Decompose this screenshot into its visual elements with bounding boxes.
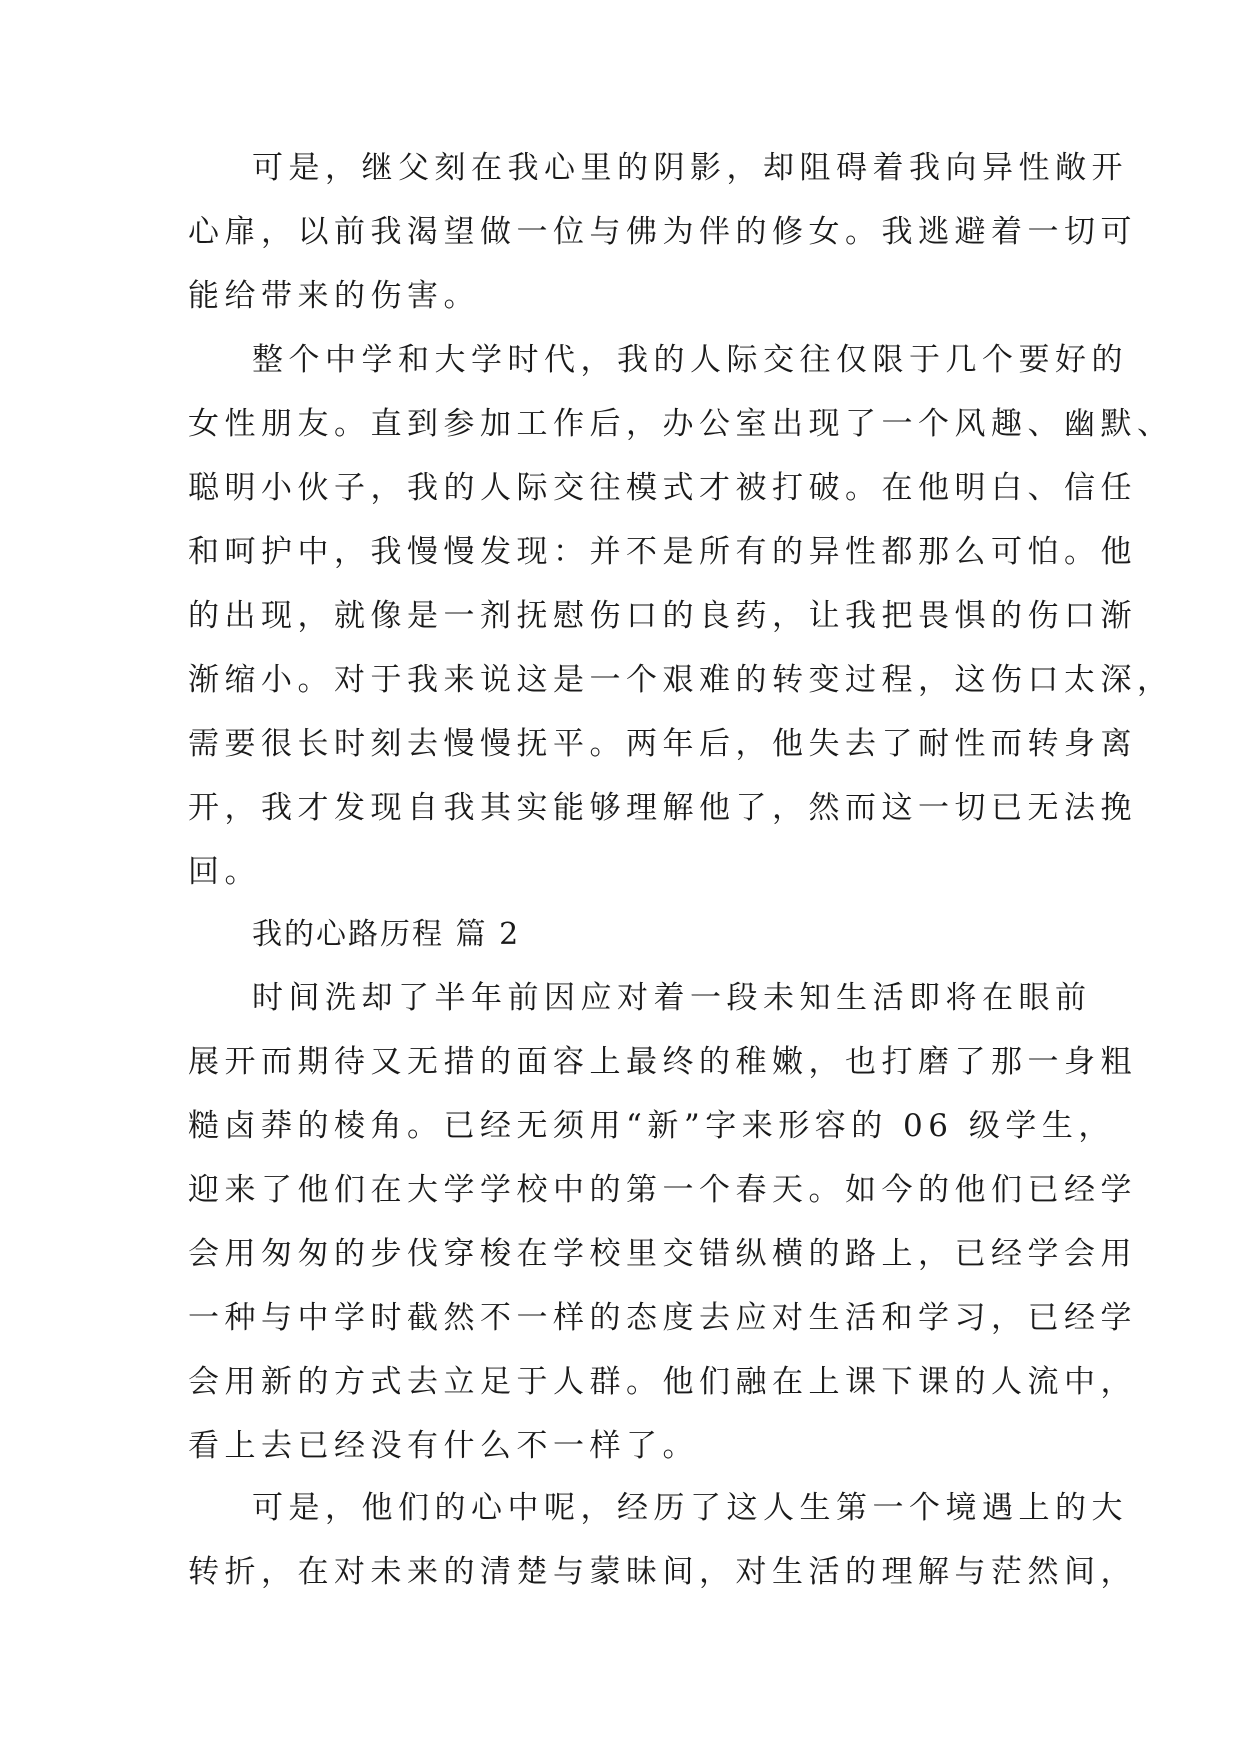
text-line: 可是，他们的心中呢，经历了这人生第一个境遇上的大	[252, 1490, 1128, 1526]
text-line: 能给带来的伤害。	[188, 278, 480, 314]
text-line: 一种与中学时截然不一样的态度去应对生活和学习，已经学	[188, 1300, 1137, 1336]
text-line: 转折，在对未来的清楚与蒙昧间，对生活的理解与茫然间，	[188, 1554, 1137, 1590]
text-line: 渐缩小。对于我来说这是一个艰难的转变过程，这伤口太深，	[188, 662, 1174, 698]
text-line: 可是，继父刻在我心里的阴影，却阻碍着我向异性敞开	[252, 150, 1128, 186]
text-line: 回。	[188, 854, 261, 890]
text-line: 女性朋友。直到参加工作后，办公室出现了一个风趣、幽默、	[188, 406, 1174, 442]
text-line: 糙卤莽的棱角。已经无须用“新”字来形容的 06 级学生，	[188, 1108, 1115, 1144]
paragraph-4	[188, 1476, 1137, 1604]
section-heading: 我的心路历程 篇 2	[252, 917, 521, 952]
text-line: 时间洗却了半年前因应对着一段未知生活即将在眼前	[252, 980, 1092, 1016]
paragraph-2	[188, 328, 1174, 904]
text-line: 迎来了他们在大学学校中的第一个春天。如今的他们已经学	[188, 1172, 1137, 1208]
text-line: 会用匆匆的步伐穿梭在学校里交错纵横的路上，已经学会用	[188, 1236, 1137, 1272]
text-line: 聪明小伙子，我的人际交往模式才被打破。在他明白、信任	[188, 470, 1137, 506]
text-line: 心扉，以前我渴望做一位与佛为伴的修女。我逃避着一切可	[188, 214, 1137, 250]
text-line: 看上去已经没有什么不一样了。	[188, 1428, 699, 1464]
text-line: 开，我才发现自我其实能够理解他了，然而这一切已无法挽	[188, 790, 1137, 826]
paragraph-3	[188, 966, 1137, 1478]
text-line: 整个中学和大学时代，我的人际交往仅限于几个要好的	[252, 342, 1128, 378]
text-line: 和呵护中，我慢慢发现：并不是所有的异性都那么可怕。他	[188, 534, 1137, 570]
text-line: 需要很长时刻去慢慢抚平。两年后，他失去了耐性而转身离	[188, 726, 1137, 762]
paragraph-1	[188, 136, 1137, 328]
text-line: 会用新的方式去立足于人群。他们融在上课下课的人流中，	[188, 1364, 1137, 1400]
text-line: 展开而期待又无措的面容上最终的稚嫩，也打磨了那一身粗	[188, 1044, 1137, 1080]
text-line: 的出现，就像是一剂抚慰伤口的良药，让我把畏惧的伤口渐	[188, 598, 1137, 634]
